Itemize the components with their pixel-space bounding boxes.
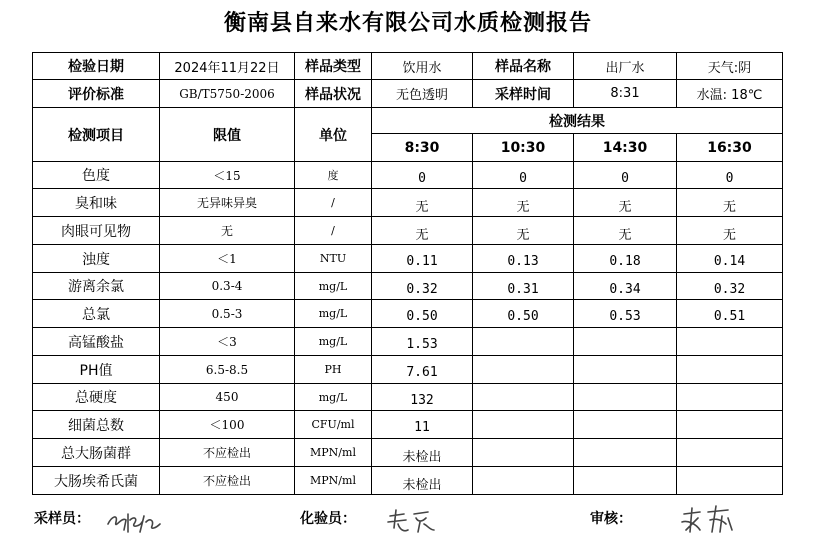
result-cell: 无 (677, 189, 783, 217)
item-cell: 总大肠菌群 (33, 439, 160, 467)
unit-cell: PH (295, 356, 372, 384)
unit-cell: mg/L (295, 328, 372, 356)
time-header: 14:30 (574, 134, 677, 162)
report-title: 衡南县自来水有限公司水质检测报告 (223, 11, 592, 36)
limit-header: 限值 (160, 108, 295, 162)
sample-type-value: 饮用水 (372, 53, 473, 80)
result-cell (574, 356, 677, 384)
table-row (33, 411, 783, 439)
result-cell: 无 (574, 189, 677, 217)
result-cell: 0.18 (574, 245, 677, 273)
table-row (33, 273, 783, 300)
unit-cell: 度 (295, 162, 372, 189)
item-cell: PH值 (33, 356, 160, 384)
unit-cell: / (295, 217, 372, 245)
result-cell: 1.53 (372, 328, 473, 356)
table-row (33, 217, 783, 245)
result-cell: 0 (677, 162, 783, 189)
limit-cell: 450 (160, 384, 295, 411)
limit-cell: 6.5-8.5 (160, 356, 295, 384)
header-row-1 (33, 108, 783, 134)
limit-cell: 不应检出 (160, 467, 295, 495)
result-cell (677, 467, 783, 495)
result-cell: 未检出 (372, 467, 473, 495)
limit-cell: ＜1 (160, 245, 295, 273)
result-cell: 0 (473, 162, 574, 189)
reviewer-label: 审核： (590, 511, 632, 527)
item-cell: 游离余氯 (33, 273, 160, 300)
result-cell: 0.13 (473, 245, 574, 273)
table-row (33, 356, 783, 384)
info-row-2 (33, 80, 783, 108)
reviewer-signature (678, 502, 736, 536)
limit-cell: 0.5-3 (160, 300, 295, 328)
result-cell: 0.51 (677, 300, 783, 328)
item-cell: 大肠埃希氏菌 (33, 467, 160, 495)
result-cell: 7.61 (372, 356, 473, 384)
sample-state-value: 无色透明 (372, 80, 473, 108)
result-cell (473, 411, 574, 439)
standard-label: 评价标准 (33, 80, 160, 108)
result-cell: 无 (372, 189, 473, 217)
result-cell (574, 411, 677, 439)
item-cell: 肉眼可见物 (33, 217, 160, 245)
item-header: 检测项目 (33, 108, 160, 162)
time-header: 10:30 (473, 134, 574, 162)
unit-cell: MPN/ml (295, 467, 372, 495)
result-cell (677, 439, 783, 467)
result-cell (677, 328, 783, 356)
sampling-time-value: 8:31 (574, 80, 677, 108)
info-row-1 (33, 53, 783, 80)
limit-cell: 无 (160, 217, 295, 245)
limit-cell: ＜100 (160, 411, 295, 439)
result-cell (473, 356, 574, 384)
item-cell: 细菌总数 (33, 411, 160, 439)
limit-cell: 无异味异臭 (160, 189, 295, 217)
result-cell (574, 328, 677, 356)
limit-cell: ＜15 (160, 162, 295, 189)
unit-header: 单位 (295, 108, 372, 162)
item-cell: 浊度 (33, 245, 160, 273)
time-header: 16:30 (677, 134, 783, 162)
unit-cell: NTU (295, 245, 372, 273)
item-cell: 总硬度 (33, 384, 160, 411)
table-row (33, 189, 783, 217)
limit-cell: ＜3 (160, 328, 295, 356)
unit-cell: / (295, 189, 372, 217)
sample-name-value: 出厂水 (574, 53, 677, 80)
result-cell: 0.14 (677, 245, 783, 273)
sample-state-label: 样品状况 (295, 80, 372, 108)
water-temp-value: 水温: 18℃ (677, 80, 783, 108)
result-cell (677, 356, 783, 384)
result-cell: 无 (473, 217, 574, 245)
result-cell (574, 384, 677, 411)
result-cell: 132 (372, 384, 473, 411)
result-cell: 0.11 (372, 245, 473, 273)
table-row (33, 300, 783, 328)
unit-cell: CFU/ml (295, 411, 372, 439)
result-cell: 0.32 (372, 273, 473, 300)
result-cell: 0 (372, 162, 473, 189)
date-value: 2024年11月22日 (160, 53, 295, 80)
item-cell: 总氯 (33, 300, 160, 328)
result-cell: 11 (372, 411, 473, 439)
table-row (33, 467, 783, 495)
weather-value: 天气:阴 (677, 53, 783, 80)
water-quality-table (32, 52, 783, 495)
unit-cell: MPN/ml (295, 439, 372, 467)
result-cell: 0.32 (677, 273, 783, 300)
sampler-signature (104, 502, 164, 536)
result-cell: 未检出 (372, 439, 473, 467)
result-cell: 无 (677, 217, 783, 245)
limit-cell: 不应检出 (160, 439, 295, 467)
result-cell: 0.50 (372, 300, 473, 328)
result-cell: 无 (473, 189, 574, 217)
unit-cell: mg/L (295, 273, 372, 300)
table-row (33, 245, 783, 273)
sampler-label: 采样员： (34, 511, 90, 527)
item-cell: 高锰酸盐 (33, 328, 160, 356)
table-row (33, 384, 783, 411)
result-cell (574, 439, 677, 467)
result-cell: 0.34 (574, 273, 677, 300)
limit-cell: 0.3-4 (160, 273, 295, 300)
item-cell: 色度 (33, 162, 160, 189)
result-cell: 0.31 (473, 273, 574, 300)
unit-cell: mg/L (295, 384, 372, 411)
result-cell (677, 411, 783, 439)
sample-type-label: 样品类型 (295, 53, 372, 80)
time-header: 8:30 (372, 134, 473, 162)
results-header: 检测结果 (372, 108, 783, 134)
result-cell: 0 (574, 162, 677, 189)
result-cell (473, 384, 574, 411)
sampling-time-label: 采样时间 (473, 80, 574, 108)
table-row (33, 328, 783, 356)
result-cell: 无 (372, 217, 473, 245)
table-row (33, 439, 783, 467)
item-cell: 臭和味 (33, 189, 160, 217)
result-cell (574, 467, 677, 495)
table-row (33, 162, 783, 189)
tester-label: 化验员： (300, 511, 356, 527)
standard-value: GB/T5750-2006 (160, 80, 295, 108)
tester-signature (384, 502, 440, 536)
result-cell (473, 439, 574, 467)
date-label: 检验日期 (33, 53, 160, 80)
result-cell: 无 (574, 217, 677, 245)
unit-cell: mg/L (295, 300, 372, 328)
result-cell: 0.53 (574, 300, 677, 328)
sample-name-label: 样品名称 (473, 53, 574, 80)
result-cell (473, 328, 574, 356)
result-cell (473, 467, 574, 495)
result-cell (677, 384, 783, 411)
result-cell: 0.50 (473, 300, 574, 328)
